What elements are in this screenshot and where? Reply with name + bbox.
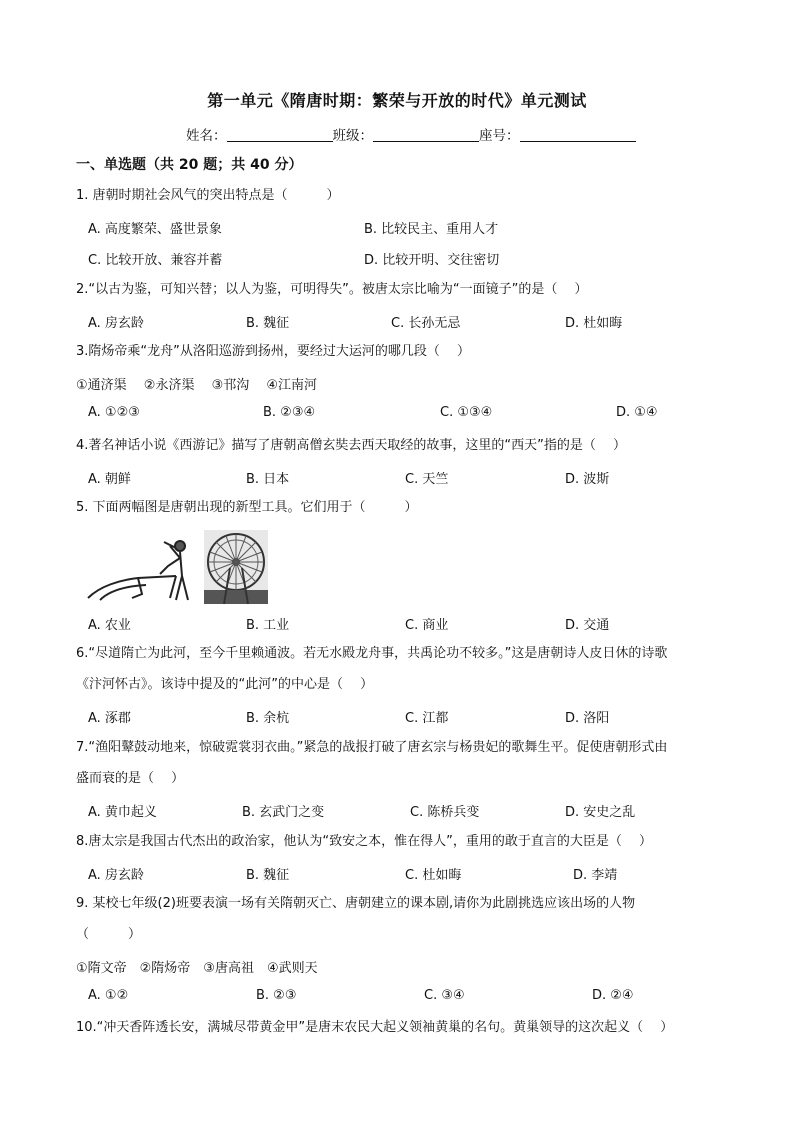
q7-option-b: B. 玄武门之变 — [242, 805, 325, 820]
q2-option-c: C. 长孙无忌 — [391, 316, 461, 331]
plough-figure-image — [88, 541, 188, 600]
q5-option-d: D. 交通 — [565, 618, 610, 633]
q9-option-d: D. ②④ — [592, 988, 634, 1003]
question-6-stem: 6.“尽道隋亡为此河，至今千里赖通波。若无水殿龙舟事，共禹论功不较多。”这是唐朝诗人皮日休的诗歌 — [76, 646, 668, 661]
q4-option-c: C. 天竺 — [405, 472, 449, 487]
q3-option-b: B. ②③④ — [263, 405, 316, 420]
q4-option-d: D. 波斯 — [565, 472, 610, 487]
water-wheel-image — [204, 530, 268, 604]
q9-option-b: B. ②③ — [256, 988, 297, 1003]
student-info-line — [186, 124, 636, 144]
seat-label: 座号： — [479, 128, 520, 144]
q8-option-d: D. 李靖 — [573, 868, 618, 883]
question-6-stem-cont: 《汴河怀古》。该诗中提及的“此河”的中心是（ ） — [76, 677, 374, 692]
q9-option-a: A. ①② — [88, 988, 129, 1003]
q5-option-a: A. 农业 — [88, 618, 131, 633]
q3-option-a: A. ①②③ — [88, 405, 140, 420]
q6-option-d: D. 洛阳 — [565, 711, 610, 726]
q3-option-d: D. ①④ — [616, 405, 658, 420]
q2-option-b: B. 魏征 — [246, 316, 290, 331]
q1-option-a: A. 高度繁荣、盛世景象 — [88, 222, 222, 237]
q1-option-b: B. 比较民主、重用人才 — [364, 222, 499, 237]
q5-option-c: C. 商业 — [405, 618, 449, 633]
class-blank — [373, 127, 479, 142]
q7-option-a: A. 黄巾起义 — [88, 805, 157, 820]
tools-illustration — [80, 528, 270, 606]
question-8-stem: 8.唐太宗是我国古代杰出的政治家，他认为“致安之本，惟在得人”，重用的敢于直言的大臣是（ ） — [76, 834, 653, 849]
question-9-stem-cont: （ ） — [76, 927, 142, 942]
page-title: 第一单元《隋唐时期：繁荣与开放的时代》单元测试 — [207, 91, 587, 110]
q3-items: ①通济渠 ②永济渠 ③邗沟 ④江南河 — [76, 378, 318, 393]
q1-option-d: D. 比较开明、交往密切 — [364, 253, 500, 268]
question-3-stem: 3.隋炀帝乘“龙舟”从洛阳巡游到扬州，要经过大运河的哪几段（ ） — [76, 344, 471, 359]
name-blank — [227, 127, 333, 142]
seat-blank — [520, 127, 636, 142]
q7-option-d: D. 安史之乱 — [565, 805, 636, 820]
question-7-stem: 7.“渔阳鼙鼓动地来，惊破霓裳羽衣曲。”紧急的战报打破了唐玄宗与杨贵妃的歌舞生平。促使唐朝形式由 — [76, 740, 668, 755]
q9-items: ①隋文帝 ②隋炀帝 ③唐高祖 ④武则天 — [76, 961, 318, 976]
q5-option-b: B. 工业 — [246, 618, 290, 633]
question-2-stem: 2.“以古为鉴，可知兴替；以人为鉴，可明得失”。被唐太宗比喻为“一面镜子”的是（ ） — [76, 282, 588, 297]
q6-option-a: A. 涿郡 — [88, 711, 131, 726]
q4-option-a: A. 朝鲜 — [88, 472, 131, 487]
question-9-stem: 9. 某校七年级(2)班要表演一场有关隋朝灭亡、唐朝建立的课本剧,请你为此剧挑选应该出场的人物 — [76, 896, 636, 911]
question-7-stem-cont: 盛而衰的是（ ） — [76, 771, 185, 786]
q6-option-b: B. 余杭 — [246, 711, 290, 726]
section-heading: 一、单选题（共 20 题；共 40 分） — [76, 157, 303, 173]
q1-option-c: C. 比较开放、兼容并蓄 — [88, 253, 223, 268]
question-4-stem: 4.著名神话小说《西游记》描写了唐朝高僧玄奘去西天取经的故事，这里的“西天”指的是（ ） — [76, 438, 627, 453]
q6-option-c: C. 江都 — [405, 711, 449, 726]
q9-option-c: C. ③④ — [424, 988, 465, 1003]
q4-option-b: B. 日本 — [246, 472, 290, 487]
question-10-stem: 10.“冲天香阵透长安，满城尽带黄金甲”是唐末农民大起义领袖黄巢的名句。黄巢领导的这次起义（ ） — [76, 1020, 674, 1035]
q2-option-d: D. 杜如晦 — [565, 316, 623, 331]
q8-option-a: A. 房玄龄 — [88, 868, 144, 883]
q3-option-c: C. ①③④ — [440, 405, 493, 420]
name-label: 姓名： — [186, 128, 227, 144]
q7-option-c: C. 陈桥兵变 — [410, 805, 480, 820]
q8-option-c: C. 杜如晦 — [405, 868, 462, 883]
question-5-stem: 5. 下面两幅图是唐朝出现的新型工具。它们用于（ ） — [76, 500, 418, 515]
class-label: 班级： — [332, 128, 373, 144]
q2-option-a: A. 房玄龄 — [88, 316, 144, 331]
q8-option-b: B. 魏征 — [246, 868, 290, 883]
question-1-stem: 1. 唐朝时期社会风气的突出特点是（ ） — [76, 188, 340, 203]
